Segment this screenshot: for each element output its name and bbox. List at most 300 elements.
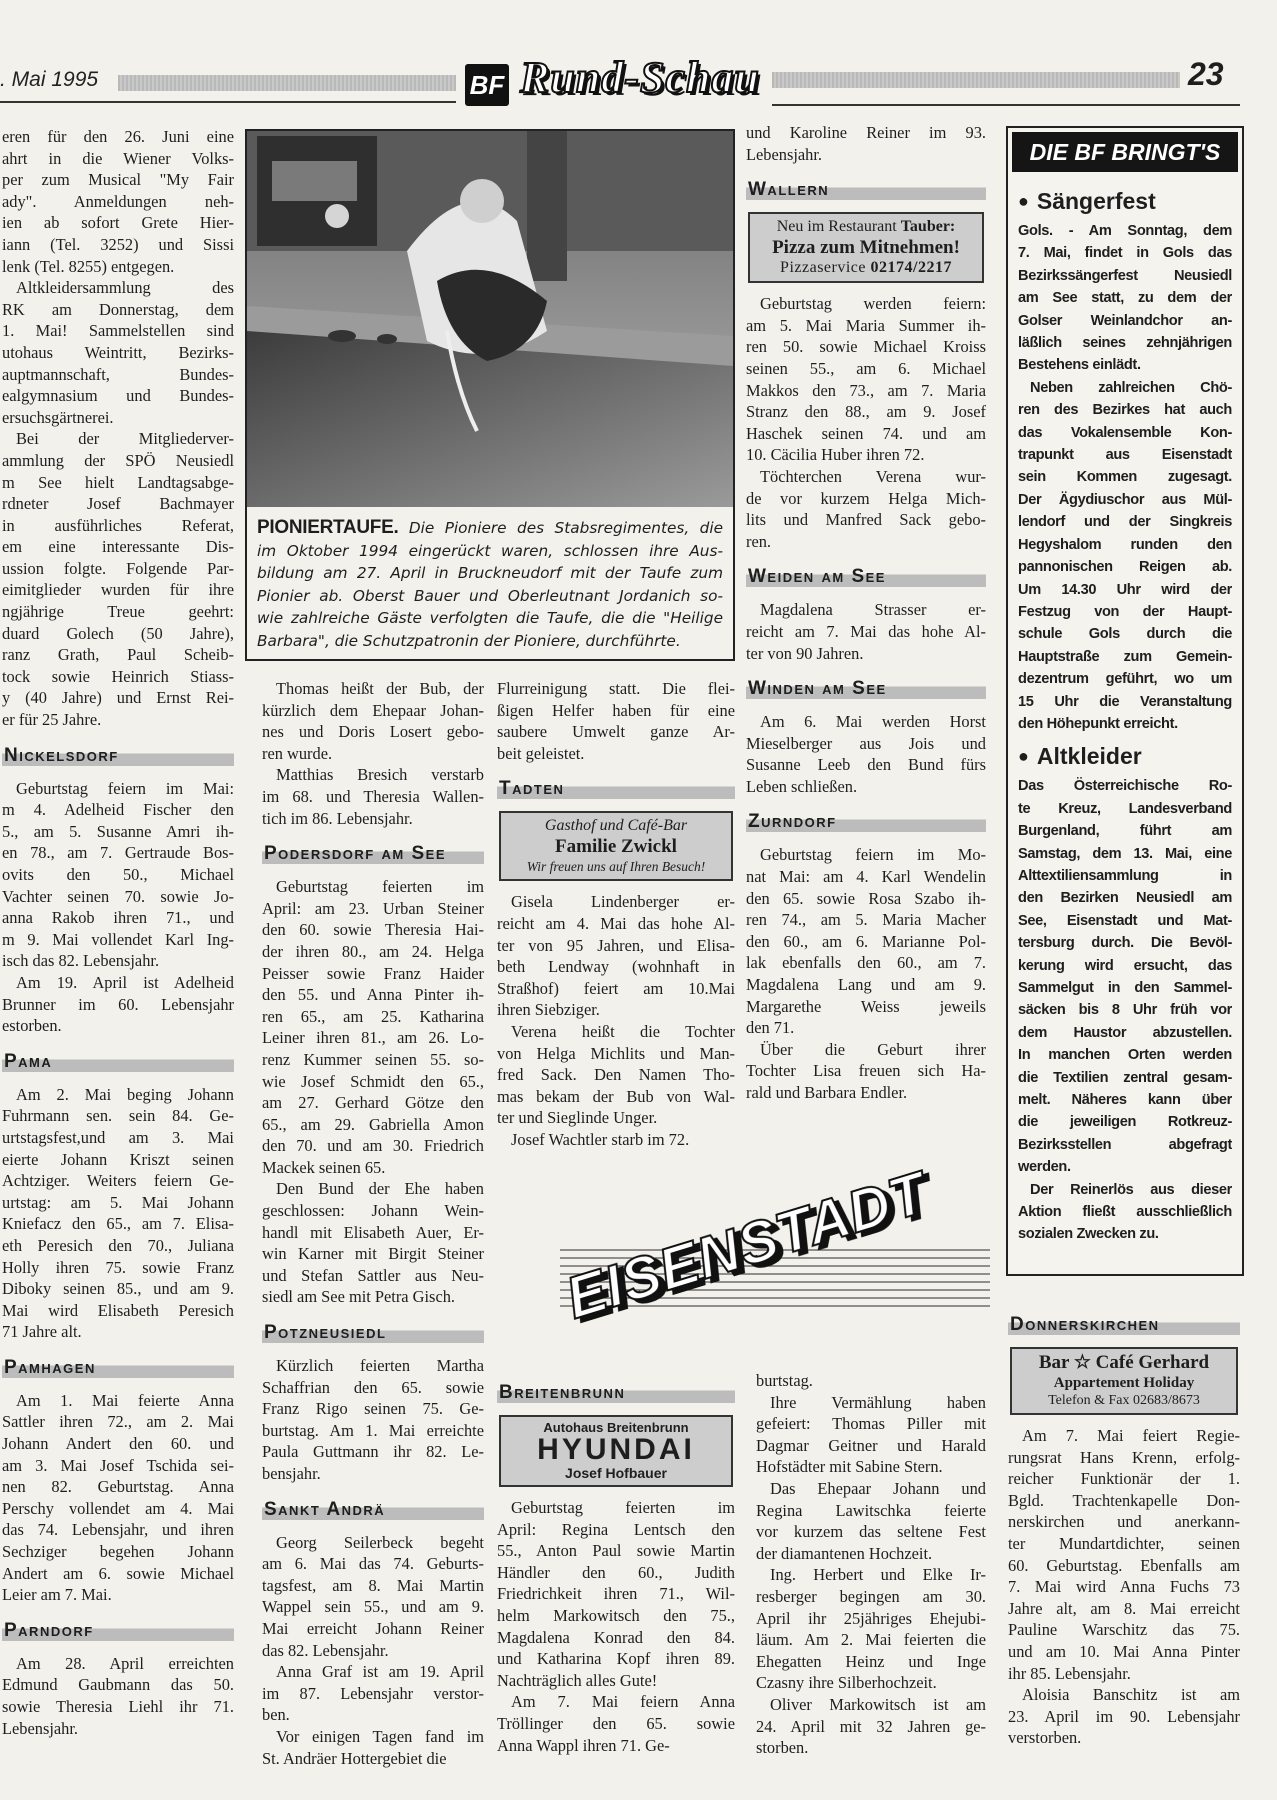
text-line: das 74. Lebensjahr, und ihren xyxy=(2,1520,234,1540)
text-line: nerskirchen und anerkann- xyxy=(1008,1512,1240,1532)
text-line: Am 1. Mai feierte Anna xyxy=(16,1390,234,1410)
text-line: handl mit Elisabeth Auer, Er- xyxy=(262,1222,484,1242)
text-line: seinen 55., am 6. Michael xyxy=(746,358,986,378)
text-line: Mai erreicht Johann Reiner xyxy=(262,1618,484,1638)
text-line: wie Josef Schmidt den 65., xyxy=(262,1071,484,1091)
text-line: trapunkt aus Eisenstadt xyxy=(1018,447,1232,464)
article-paragraph xyxy=(262,1532,484,1662)
text-line: der diamantenen Hochzeit. xyxy=(756,1543,933,1563)
eisenstadt-title: EISENSTADT xyxy=(560,1160,935,1332)
ad-text: Bar ☆ Café Gerhard xyxy=(1038,1352,1210,1373)
article-paragraph xyxy=(497,678,735,764)
text-line: Schaffrian den 65. sowie xyxy=(262,1377,484,1397)
text-line: Leben schließen. xyxy=(746,776,858,796)
text-line: Aloisia Banschitz ist am xyxy=(1022,1685,1240,1705)
text-line: Wappel sein 55., und am 9. xyxy=(262,1597,484,1617)
bullet-heading xyxy=(1018,184,1232,218)
text-line: rungsrat Hans Krenn, erfolg- xyxy=(1008,1447,1240,1467)
page-number: 23 xyxy=(1188,56,1224,92)
text-line: schule Gols durch die xyxy=(1018,626,1232,643)
text-line: reicht am 7. Mai das hohe Al- xyxy=(746,621,986,641)
text-line: helm Markowitsch den 75., xyxy=(497,1605,735,1625)
article-paragraph xyxy=(262,876,484,1178)
text-line: Am 2. Mai beging Johann xyxy=(16,1084,234,1104)
article-paragraph xyxy=(2,1390,234,1606)
article-paragraph xyxy=(262,678,484,764)
box-title: DIE BF BRINGT'S xyxy=(1012,132,1238,172)
text-line: Vor einigen Tagen fand im xyxy=(276,1726,484,1746)
article-paragraph xyxy=(1018,220,1232,377)
caption-line xyxy=(257,585,723,608)
text-line: m 9. Mai vollendet Karl Ing- xyxy=(2,929,234,949)
ad-text: Familie Zwickl xyxy=(555,836,677,858)
text-line: 65., am 29. Gabriella Amon xyxy=(262,1114,484,1134)
text-line: See, Eisenstadt und Mat- xyxy=(1018,912,1232,929)
text-line: rdneter Josef Bachmayer xyxy=(2,494,234,514)
text-line: ren 65., am 25. Katharina xyxy=(262,1006,484,1026)
text-line: den Bezirken Neusiedl am xyxy=(1018,890,1232,907)
column-4-bottom xyxy=(756,1370,986,1759)
eisenstadt-section-banner xyxy=(560,1160,990,1350)
ad-line xyxy=(503,1420,729,1435)
text-line: burtstag. xyxy=(756,1371,813,1390)
text-line: storben. xyxy=(756,1738,809,1758)
text-line: Pauline Warschitz das 75. xyxy=(1008,1620,1240,1640)
article-paragraph xyxy=(2,277,234,428)
text-line: Perschy vollendet am 4. Mai xyxy=(2,1498,234,1518)
text-line: Bei der Mitgliederver- xyxy=(16,429,234,449)
text-line: das Vokalensemble Kon- xyxy=(1018,424,1232,441)
article-paragraph xyxy=(1008,1684,1240,1749)
eisenstadt-graphic xyxy=(560,1160,990,1350)
text-line: ßigen Helfer haben für eine xyxy=(497,700,735,720)
text-line: ien ab sofort Grete Hier- xyxy=(2,213,234,233)
text-line: pannonischen Reigen ab. xyxy=(1018,559,1232,576)
text-line: sozialen Zwecken zu. xyxy=(1018,1226,1159,1243)
text-line: und Stefan Sattler aus Neu- xyxy=(262,1265,484,1285)
text-line: Holly ihren 75. sowie Franz xyxy=(2,1257,234,1277)
text-line: Geburtstag feierten im xyxy=(511,1498,735,1517)
text-line: Geburtstag werden feiern: xyxy=(760,294,986,314)
column-2 xyxy=(262,678,484,1769)
text-line: Magdalena Lang und am 9. xyxy=(746,975,986,995)
text-line: Anna Graf ist am 19. April xyxy=(276,1662,484,1682)
text-line: ren 74., am 5. Maria Macher xyxy=(746,910,986,930)
text-line: ihr 85. Lebensjahr. xyxy=(1008,1663,1131,1683)
text-line: säcken bis 8 Uhr früh vor xyxy=(1018,1002,1232,1019)
header-rule-right xyxy=(772,72,1180,88)
text-line: m 4. Adelheid Fischer den xyxy=(2,800,234,820)
text-line: 15 Uhr die Veranstaltung xyxy=(1018,693,1232,710)
article-paragraph xyxy=(262,1355,484,1485)
text-line: kürzlich dem Ehepaar Johan- xyxy=(262,700,484,720)
text-line: em eine interessante Dis- xyxy=(2,537,234,557)
text-line: Flurreinigung statt. Die flei- xyxy=(497,679,735,698)
article-paragraph xyxy=(497,1129,735,1151)
section-heading: Parndorf xyxy=(2,1618,234,1644)
text-line: Das Ehepaar Johann und xyxy=(770,1478,986,1498)
text-line: kerung wird ersucht, das xyxy=(1018,957,1232,974)
section-heading: Breitenbrunn xyxy=(497,1380,735,1406)
text-line: renz Kummer seinen 55. so- xyxy=(262,1049,484,1069)
ad-line xyxy=(503,1465,729,1482)
text-line: verstorben. xyxy=(1008,1728,1082,1748)
text-line: ngjährige Treue geehrt: xyxy=(2,602,234,622)
text-line: ter und Sieglinde Unger. xyxy=(497,1108,658,1128)
text-line: am 27. Gerhard Götze den xyxy=(262,1093,484,1113)
section-heading: Wallern xyxy=(746,177,986,203)
text-line: urtstagsfest,und am 3. Mai xyxy=(2,1127,234,1147)
text-line: iann (Tel. 3252) und Sissi xyxy=(2,234,234,254)
text-line: Kürzlich feierten Martha xyxy=(276,1356,484,1376)
text-line: Magdalena Konrad den 84. xyxy=(497,1627,735,1647)
bullet-heading xyxy=(1018,739,1232,773)
article-paragraph xyxy=(756,1370,986,1392)
text-line: Bezirksstellen abgefragt xyxy=(1018,1136,1232,1153)
ad-text: Telefon & Fax 02683/8673 xyxy=(1048,1393,1200,1408)
header-rule-left xyxy=(118,75,456,91)
text-line: April: Regina Lentsch den xyxy=(497,1519,735,1539)
ad-line xyxy=(752,258,980,278)
column-1 xyxy=(2,126,234,1739)
text-line: eren für den 26. Juni eine xyxy=(2,127,234,146)
photo-pioneer-baptism xyxy=(247,131,733,507)
text-line: ersuchsgärtnerei. xyxy=(2,407,114,427)
caption-line xyxy=(257,540,723,563)
column-4 xyxy=(746,122,986,1104)
article-paragraph xyxy=(262,1726,484,1769)
column-3-bottom xyxy=(497,1368,735,1756)
text-line: ben. xyxy=(262,1705,290,1725)
rund-schau-logo: Rund-Schau xyxy=(520,53,760,102)
text-line: 23. April im 90. Lebensjahr xyxy=(1008,1706,1240,1726)
text-line: reicht am 4. Mai das hohe Al- xyxy=(497,913,735,933)
text-line: am 5. Mai Maria Summer ih- xyxy=(746,315,986,335)
column-5-bottom xyxy=(1008,1300,1240,1749)
text-line: Am 7. Mai feiern Anna xyxy=(511,1692,735,1712)
text-line: Bgld. Trachtenkapelle Don- xyxy=(1008,1490,1240,1510)
text-line: Sammelgut in den Sammel- xyxy=(1018,980,1232,996)
caption-text: Pionier ab. Oberst Bauer und Oberleutnant Jordanich so- xyxy=(257,586,723,605)
text-line: eth Peresich den 70., Juliana xyxy=(2,1235,234,1255)
text-line: den 55. und Anna Pinter ih- xyxy=(262,985,484,1005)
text-line: Burgenland, führt am xyxy=(1018,823,1232,840)
text-line: Thomas heißt der Bub, der xyxy=(276,679,484,698)
text-line: Geburtstag feiern im Mo- xyxy=(760,845,986,865)
text-line: Brunner im 60. Lebensjahr xyxy=(2,994,234,1014)
text-line: Den Bund der Ehe haben xyxy=(276,1179,484,1199)
text-line: Am 6. Mai werden Horst xyxy=(760,712,986,732)
text-line: per zum Musical "My Fair xyxy=(2,170,234,190)
text-line: der ihren 80., am 24. Helga xyxy=(262,941,484,961)
article-paragraph xyxy=(1018,377,1232,736)
text-line: isch das 82. Lebensjahr. xyxy=(2,951,160,971)
ad-text: Pizza zum Mitnehmen! xyxy=(772,237,960,259)
text-line: Gols. - Am Sonntag, dem xyxy=(1018,223,1232,239)
section-heading: Zurndorf xyxy=(746,809,986,835)
text-line: burtstag. Am 1. Mai erreichte xyxy=(262,1420,484,1440)
article-paragraph xyxy=(497,891,735,1021)
text-line: beth Lendway (wohnhaft in xyxy=(497,957,735,977)
article-paragraph xyxy=(2,126,234,277)
text-line: ren. xyxy=(746,531,772,551)
advertisement-hyundai xyxy=(499,1415,733,1487)
article-paragraph xyxy=(2,428,234,730)
ad-text: 02174/2217 xyxy=(870,259,952,277)
text-line: Lebensjahr. xyxy=(2,1718,79,1738)
ad-line xyxy=(503,836,729,858)
ad-text: Autohaus Breitenbrunn xyxy=(543,1420,689,1435)
box-content xyxy=(1008,176,1242,1246)
section-heading: Donnerskirchen xyxy=(1008,1312,1240,1338)
text-line: nes und Doris Losert gebo- xyxy=(262,722,484,742)
section-heading: Pamhagen xyxy=(2,1355,234,1381)
text-line: Der Ägydiuschor aus Mül- xyxy=(1018,491,1232,508)
text-line: Festzug von der Haupt- xyxy=(1018,603,1232,620)
text-line: Paula Guttmann ihr 82. Le- xyxy=(262,1442,484,1462)
text-line: 71 Jahre alt. xyxy=(2,1322,82,1342)
text-line: Makkos den 73., am 7. Maria xyxy=(746,380,986,400)
text-line: eimitglieder wurden für ihre xyxy=(2,580,234,600)
text-line: Johann Andert den 60. und xyxy=(2,1434,234,1454)
text-line: dem Haustor abzustellen. xyxy=(1018,1024,1232,1041)
text-line: Leier am 7. Mai. xyxy=(2,1585,112,1605)
ad-text: Pizzaservice xyxy=(780,259,871,277)
text-line: ren des Bezirkes hat auch xyxy=(1018,402,1232,419)
bullet-heading-text: Altkleider xyxy=(1036,743,1142,770)
article-paragraph xyxy=(746,1039,986,1104)
text-line: läum. Am 2. Mai feierten die xyxy=(756,1630,986,1650)
caption-text: Die Pioniere des Stabsregimentes, die xyxy=(398,519,723,537)
section-heading: Tadten xyxy=(497,776,735,802)
text-line: April ihr 25jähriges Ehejubi- xyxy=(756,1608,986,1628)
text-line: vor kurzem das seltene Fest xyxy=(756,1522,986,1542)
text-line: den 65. sowie Rosa Szabo ih- xyxy=(746,888,986,908)
text-line: anna Rakob ihren 71., und xyxy=(2,908,234,928)
text-line: ihren Siebziger. xyxy=(497,1000,600,1020)
text-line: sein Kommen zugesagt. xyxy=(1018,469,1232,486)
text-line: Verena heißt die Tochter xyxy=(511,1021,735,1041)
text-line: Josef Wachtler starb im 72. xyxy=(511,1129,690,1149)
text-line: Lebensjahr. xyxy=(746,144,823,164)
advertisement-tauber xyxy=(748,212,984,283)
text-line: die Textilien zentral gesam- xyxy=(1018,1069,1232,1086)
text-line: siedl am See mit Petra Gisch. xyxy=(262,1287,456,1307)
text-line: rald und Barbara Endler. xyxy=(746,1083,908,1102)
ad-text: Neu im Restaurant xyxy=(776,218,901,236)
article-paragraph xyxy=(497,1497,735,1691)
article-paragraph xyxy=(746,466,986,552)
text-line: utohaus Weintritt, Bezirks- xyxy=(2,342,234,362)
text-line: fred Sack. Den Namen Tho- xyxy=(497,1065,735,1085)
text-line: Dagmar Geitner und Harald xyxy=(756,1435,986,1455)
article-paragraph xyxy=(746,293,986,466)
caption-text: Barbara", die Schutzpatronin der Pioniere, durchführte. xyxy=(257,631,681,650)
text-line: urtstag: am 5. Mai Johann xyxy=(2,1192,234,1212)
text-line: Haschek seinen 74. und am xyxy=(746,423,986,443)
article-paragraph xyxy=(756,1694,986,1759)
article-paragraph xyxy=(497,1021,735,1129)
text-line: ahrt in die Wiener Volks- xyxy=(2,148,234,168)
text-line: Ing. Herbert und Elke Ir- xyxy=(770,1565,986,1585)
article-paragraph xyxy=(262,1661,484,1726)
article-paragraph xyxy=(2,778,234,972)
text-line: ranz Grath, Paul Scheib- xyxy=(2,645,234,665)
ad-text: Appartement Holiday xyxy=(1053,1375,1195,1391)
text-line: Hegyshalom runden den xyxy=(1018,536,1232,553)
text-line: Mai wird Elisabeth Peresich xyxy=(2,1300,234,1320)
text-line: Franz Rigo seinen 75. Ge- xyxy=(262,1399,484,1419)
text-line: Leiner ihren 81., am 26. Lo- xyxy=(262,1028,484,1048)
text-line: Ehegatten Heinz und Inge xyxy=(756,1651,986,1671)
article-paragraph xyxy=(746,122,986,165)
text-line: estorben. xyxy=(2,1016,62,1036)
text-line: Achtziger. Weiters feiern Ge- xyxy=(2,1171,234,1191)
section-heading: Sankt Andrä xyxy=(262,1497,484,1523)
text-line: dezentrum geführt, wo um xyxy=(1018,671,1232,688)
text-line: Geburtstag feierten im xyxy=(276,877,484,897)
text-line: Jahre alt, am 8. Mai erreicht xyxy=(1008,1598,1240,1618)
text-line: y (40 Jahre) und Ernst Rei- xyxy=(2,688,234,708)
text-line: Golser Weinlandchor an- xyxy=(1018,312,1232,329)
text-line: Stranz den 88., am 9. Josef xyxy=(746,402,986,422)
text-line: 55., Anton Paul sowie Martin xyxy=(497,1541,735,1561)
text-line: 10. Cäcilia Huber ihren 72. xyxy=(746,445,925,465)
text-line: Regina Lawitschka feierte xyxy=(756,1500,986,1520)
text-line: Sattler ihren 72., am 2. Mai xyxy=(2,1412,234,1432)
text-line: ter von 90 Jahren. xyxy=(746,643,864,663)
text-line: lendorf und der Singkreis xyxy=(1018,514,1232,531)
column-3 xyxy=(497,678,735,1151)
text-line: Margarethe Weiss jeweils xyxy=(746,996,986,1016)
text-line: tersburg durch. Die Bevöl- xyxy=(1018,935,1232,952)
text-line: Hauptstraße zum Gemein- xyxy=(1018,648,1232,665)
caption-text: wie zahlreiche Gäste verfolgten die Taufe, die die "Heilige xyxy=(257,609,723,627)
text-line: den 70. und am 30. Friedrich xyxy=(262,1136,484,1156)
text-line: ter Mundartdichter, seinen xyxy=(1008,1533,1240,1553)
text-line: von Helga Michlits und Man- xyxy=(497,1043,735,1063)
article-paragraph xyxy=(262,764,484,829)
caption-line xyxy=(257,607,723,630)
ad-line xyxy=(752,237,980,258)
article-paragraph xyxy=(746,599,986,664)
bullet-icon: ● xyxy=(1018,191,1029,211)
text-line: er für 25 Jahre. xyxy=(2,710,102,730)
text-line: 1. Mai! Sammelstellen sind xyxy=(2,321,234,341)
text-line: auptmannschaft, Bundes- xyxy=(2,364,234,384)
text-line: 7. Mai wird Anna Fuchs 73 xyxy=(1008,1577,1240,1597)
article-paragraph xyxy=(2,1084,234,1343)
text-line: St. Andräer Hottergebiet die xyxy=(262,1748,447,1768)
text-line: den 60. sowie Theresia Hai- xyxy=(262,920,484,940)
text-line: Kniefacz den 65., am 7. Elisa- xyxy=(2,1214,234,1234)
text-line: ady". Anmeldungen neh- xyxy=(2,191,234,211)
section-heading: Podersdorf am See xyxy=(262,841,484,867)
ad-line xyxy=(503,1435,729,1465)
article-paragraph xyxy=(746,711,986,797)
bullet-heading-text: Sängerfest xyxy=(1036,188,1156,214)
caption-line xyxy=(257,630,723,653)
text-line: 60. Geburtstag. Ebenfalls am xyxy=(1008,1555,1240,1575)
text-line: Anna Wappl ihren 71. Ge- xyxy=(497,1735,670,1755)
article-paragraph xyxy=(2,972,234,1037)
text-line: ter von 95 Jahren, und Elisa- xyxy=(497,935,735,955)
text-line: win Karner mit Birgit Steiner xyxy=(262,1244,484,1264)
text-line: Tröllinger den 65. sowie xyxy=(497,1713,735,1733)
header-line-left xyxy=(0,101,456,103)
text-line: melt. Näheres kann über xyxy=(1018,1092,1232,1109)
text-line: Am 28. April erreichten xyxy=(16,1653,234,1673)
text-line: April: am 23. Urban Steiner xyxy=(262,898,484,918)
ad-text: HYUNDAI xyxy=(537,1435,695,1465)
text-line: m See hielt Landtagsabge- xyxy=(2,472,234,492)
text-line: gefeiert: Thomas Piller mit xyxy=(756,1414,986,1434)
text-line: 24. April mit 32 Jahren ge- xyxy=(756,1716,986,1736)
text-line: Ihre Vermählung haben xyxy=(770,1392,986,1412)
text-line: nen 82. Geburtstag. Anna xyxy=(2,1477,234,1497)
section-heading: Winden am See xyxy=(746,676,986,702)
section-heading: Weiden am See xyxy=(746,564,986,590)
article-paragraph xyxy=(1018,1179,1232,1246)
caption-lead: PIONIERTAUFE. xyxy=(257,517,399,538)
text-line: Andert am 6. sowie Michael xyxy=(2,1563,234,1583)
text-line: ren wurde. xyxy=(262,743,333,763)
text-line: Straßhof) feiert am 10.Mai xyxy=(497,978,735,998)
caption-text: im Oktober 1994 eingerückt waren, schlossen ihre Aus- xyxy=(257,541,723,560)
text-line: Sechziger begehen Johann xyxy=(2,1542,234,1562)
article-paragraph xyxy=(262,1178,484,1308)
article-paragraph xyxy=(756,1478,986,1564)
section-heading: Pama xyxy=(2,1049,234,1075)
text-line: Edmund Gaubmann das 50. xyxy=(2,1675,234,1695)
text-line: reicher Funktionär der 1. xyxy=(1008,1469,1240,1489)
text-line: beit geleistet. xyxy=(497,743,585,763)
text-line: mas bekam der Bub von Wal- xyxy=(497,1086,735,1106)
text-line: lak ebenfalls den 60., am 7. xyxy=(746,953,986,973)
article-paragraph xyxy=(756,1564,986,1694)
article-paragraph xyxy=(2,1653,234,1739)
text-line: und Katharina Kopf ihren 89. xyxy=(497,1649,735,1669)
text-line: In manchen Orten werden xyxy=(1018,1047,1232,1064)
text-line: Friedrichkeit ihren 71., Wil- xyxy=(497,1584,735,1604)
text-line: Am 19. April ist Adelheid xyxy=(16,972,234,992)
text-line: Um 14.30 Uhr wird der xyxy=(1018,581,1232,598)
ad-line xyxy=(503,816,729,836)
text-line: Mackek seinen 65. xyxy=(262,1157,386,1177)
text-line: tich im 86. Lebensjahr. xyxy=(262,808,413,828)
text-line: im 87. Lebensjahr verstor- xyxy=(262,1683,484,1703)
text-line: Matthias Bresich verstarb xyxy=(276,765,484,785)
text-line: Fuhrmann sen. sein 84. Ge- xyxy=(2,1106,234,1126)
text-line: in ausführliches Referat, xyxy=(2,515,234,535)
text-line: Der Reinerlös aus dieser xyxy=(1030,1181,1232,1198)
text-line: die jeweiligen Rotkreuz- xyxy=(1018,1114,1232,1131)
caption-line xyxy=(257,517,723,540)
text-line: sowie Theresia Liehl ihr 71. xyxy=(2,1697,234,1716)
text-line: bensjahr. xyxy=(262,1464,321,1483)
text-line: im 68. und Theresia Wallen- xyxy=(262,786,484,806)
advertisement-gerhard xyxy=(1010,1347,1238,1415)
text-line: Geburtstag feiern im Mai: xyxy=(16,778,234,798)
text-line: Neben zahlreichen Chö- xyxy=(1030,379,1232,396)
header-line-right xyxy=(772,104,1240,106)
ad-line xyxy=(1014,1352,1234,1374)
text-line: Bezirkssängerfest Neusiedl xyxy=(1018,267,1232,284)
text-line: und Karoline Reiner im 93. xyxy=(746,123,986,142)
photo-with-caption xyxy=(245,129,735,661)
text-line: den 60., am 6. Marianne Pol- xyxy=(746,931,986,951)
text-line: Nachträglich alles Gute! xyxy=(497,1670,658,1690)
